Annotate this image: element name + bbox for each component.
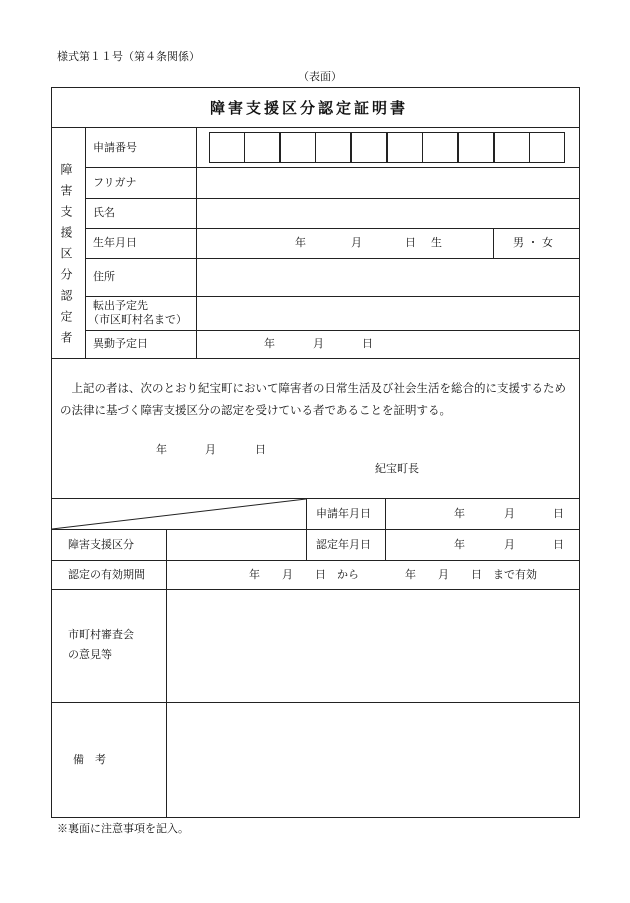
- application-number-digit-box[interactable]: [494, 132, 530, 163]
- application-number-digit-box[interactable]: [387, 132, 423, 163]
- form-number: 様式第１１号（第４条関係）: [57, 50, 200, 63]
- birth-year-unit: 年: [295, 236, 306, 249]
- certification-date-day-unit: 日: [553, 538, 564, 551]
- furigana-field[interactable]: [197, 168, 579, 197]
- moving-to-label-line1: 転出予定先: [93, 299, 148, 312]
- application-number-digit-box[interactable]: [244, 132, 280, 163]
- certification-date-month-unit: 月: [504, 538, 515, 551]
- application-number-digit-box[interactable]: [529, 132, 565, 163]
- validity-period-label: 認定の有効期間: [68, 568, 145, 581]
- application-number-label: 申請番号: [93, 141, 137, 154]
- certification-text: 上記の者は、次のとおり紀宝町において障害者の日常生活及び社会生活を総合的に支援するための法律に基づく障害支援区分の認定を受けている者であることを証明する。: [60, 381, 566, 417]
- certification-day-unit: 日: [255, 443, 266, 456]
- application-day-unit: 日: [553, 507, 564, 520]
- move-date-label: 異動予定日: [93, 337, 148, 350]
- row-line: [85, 330, 580, 331]
- birth-day-unit: 日: [405, 236, 416, 249]
- certification-month-unit: 月: [205, 443, 216, 456]
- birthdate-label: 生年月日: [93, 236, 137, 249]
- application-year-unit: 年: [454, 507, 465, 520]
- move-month-unit: 月: [313, 337, 324, 350]
- support-category-field[interactable]: [167, 530, 305, 559]
- furigana-label: フリガナ: [93, 176, 137, 189]
- application-number-digit-box[interactable]: [280, 132, 316, 163]
- validity-from: 年 月 日 から: [249, 568, 359, 581]
- gender-divider: [493, 228, 494, 258]
- validity-to: 年 月 日 まで有効: [405, 568, 537, 581]
- move-year-unit: 年: [264, 337, 275, 350]
- remarks-label: 備 考: [73, 753, 106, 766]
- certification-year-unit: 年: [156, 443, 167, 456]
- council-opinion-label-line1: 市町村審査会: [68, 628, 134, 641]
- address-field[interactable]: [197, 259, 579, 295]
- column-line: [385, 498, 386, 560]
- page-side-label: （表面）: [298, 70, 342, 83]
- certification-date-year-unit: 年: [454, 538, 465, 551]
- birth-month-unit: 月: [351, 236, 362, 249]
- application-date-label: 申請年月日: [316, 507, 371, 520]
- remarks-field[interactable]: [167, 703, 579, 817]
- birth-suffix: 生: [431, 236, 442, 249]
- group-label-divider: [85, 127, 86, 358]
- application-number-digit-box[interactable]: [209, 132, 245, 163]
- application-number-digit-box[interactable]: [351, 132, 387, 163]
- council-opinion-field[interactable]: [167, 590, 579, 701]
- address-label: 住所: [93, 270, 115, 283]
- council-opinion-label-line2: の意見等: [68, 648, 112, 661]
- moving-to-label-line2: （市区町村名まで）: [88, 313, 187, 326]
- name-field[interactable]: [197, 199, 579, 227]
- application-month-unit: 月: [504, 507, 515, 520]
- group-label: 障害支援区分認定者: [59, 163, 73, 352]
- section-divider: [51, 358, 580, 359]
- row-line: [51, 560, 580, 561]
- application-number-digit-box[interactable]: [315, 132, 351, 163]
- blank-diagonal-cell: [52, 499, 307, 530]
- gender-options[interactable]: 男 ・ 女: [513, 236, 553, 249]
- form-title: 障害支援区分認定証明書: [210, 99, 409, 117]
- application-number-digit-box[interactable]: [422, 132, 458, 163]
- title-divider: [51, 127, 580, 128]
- row-line: [85, 228, 580, 229]
- footnote: ※裏面に注意事項を記入。: [57, 822, 189, 835]
- moving-to-field[interactable]: [197, 297, 579, 329]
- issuer-name: 紀宝町長: [375, 462, 419, 475]
- name-label: 氏名: [93, 206, 115, 219]
- move-day-unit: 日: [362, 337, 373, 350]
- application-number-digit-box[interactable]: [458, 132, 494, 163]
- certification-date-label: 認定年月日: [316, 538, 371, 551]
- column-line: [166, 560, 167, 589]
- support-category-label: 障害支援区分: [68, 538, 134, 551]
